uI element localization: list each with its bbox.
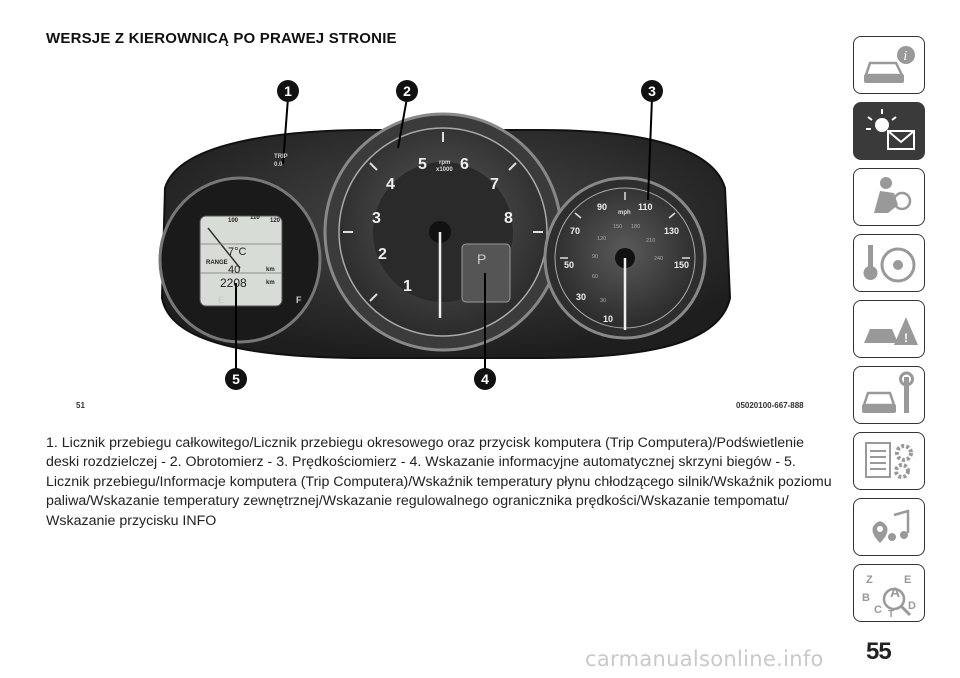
callout-4: 4 [474,368,496,390]
kmh-tick-90: 90 [592,254,599,260]
tab-technical-specs[interactable] [853,432,925,490]
car-wrench-icon [860,371,920,421]
tab-emergency[interactable] [853,300,925,358]
kmh-tick-150: 150 [613,224,623,230]
mph-tick-50: 50 [564,260,575,270]
tacho-digit-8: 8 [504,210,513,227]
multimedia-icon [860,503,920,553]
mph-tick-90: 90 [597,202,608,212]
range-label: RANGE [206,260,228,266]
temp-tick-120: 120 [270,218,281,224]
temp-tick-100: 100 [228,218,239,224]
specs-gears-icon [860,437,920,487]
index-letter-c: C [874,604,882,616]
speedo-unit: mph [618,210,631,216]
gear-indicator: P [477,251,487,267]
ambient-temp-readout: 7°C [228,246,247,258]
kmh-tick-210: 210 [646,238,656,244]
figure-code-left: 51 [76,401,85,410]
index-letter-b: B [862,592,870,604]
range-unit: km [266,267,275,273]
tab-index[interactable] [853,564,925,622]
index-letter-a: A [890,584,901,600]
tacho-digit-7: 7 [490,176,499,193]
tacho-digit-3: 3 [372,210,381,227]
mph-tick-150: 150 [674,260,690,270]
key-steering-wheel-icon [860,239,920,289]
tab-safety[interactable] [853,168,925,226]
odometer-unit: km [266,280,275,286]
index-letter-t: T [888,609,895,619]
svg-text:i: i [903,49,908,63]
temp-tick-110: 110 [250,215,260,221]
trip-label: TRIP [274,154,288,160]
kmh-tick-180: 180 [631,224,641,230]
car-info-icon [860,41,920,91]
tab-car-info[interactable] [853,36,925,94]
tacho-digit-6: 6 [460,156,469,173]
tacho-digit-5: 5 [418,156,427,173]
index-letters-icon [860,569,920,619]
watermark: carmanualsonline.info [585,647,824,671]
figure-caption: 1. Licznik przebiegu całkowitego/Licznik przebiegu okresowego oraz przycisk komputera (Trip Computera)/Podświetlenie deski rozdzielczej - 2. Obrotomierz - 3. Prędkościomierz - 4. Wskazanie informacyjne automatycznej skrzyni biegów - 5. Licznik przebiegu/Informacje komputera (Trip Computera)/Wskaźnik temperatury płynu chłodzącego silnik/Wskaźnik poziomu paliwa/Wskazanie temperatury zewnętrznej/Wskazanie regulowalnego ogranicznika prędkości/Wskazanie tempomatu/ Wskazanie przycisku INFO [46,435,832,529]
index-letter-e: E [904,574,912,586]
tab-warning-lights[interactable] [853,102,925,160]
figure-code-right: 05020100-667-888 [736,401,804,410]
page-heading: WERSJE Z KIEROWNICĄ PO PRAWEJ STRONIE [46,30,397,47]
trip-sub: 0.0 [274,162,283,168]
range-value: 40 [228,264,241,276]
kmh-tick-30: 30 [600,298,607,304]
mph-tick-30: 30 [576,292,587,302]
page-number: 55 [866,638,891,665]
mph-tick-110: 110 [638,202,653,212]
tacho-unit: rpm [439,160,451,166]
tab-starting-driving[interactable] [853,234,925,292]
instrument-cluster-figure [70,68,830,413]
kmh-tick-60: 60 [592,274,599,280]
index-letter-z: Z [866,574,873,586]
airbag-seat-icon [860,173,920,223]
tacho-digit-4: 4 [386,176,395,193]
kmh-tick-240: 240 [654,256,664,262]
callout-3: 3 [641,80,663,102]
mph-tick-10: 10 [603,314,614,324]
callout-2: 2 [396,80,418,102]
index-letter-d: D [908,600,916,612]
tacho-digit-2: 2 [378,246,387,263]
tacho-digit-1: 1 [403,278,412,295]
fuel-empty-mark: E [218,295,225,305]
tab-maintenance[interactable] [853,366,925,424]
svg-text:!: ! [904,331,908,345]
cluster-illustration [70,68,830,413]
callout-1: 1 [277,80,299,102]
callout-5: 5 [225,368,247,390]
tacho-unit-multiplier: x1000 [436,167,453,173]
fuel-full-mark: F [296,295,302,305]
kmh-tick-120: 120 [597,236,607,242]
breakdown-warning-triangle-icon [860,305,920,355]
odometer-value: 2208 [220,276,247,290]
mph-tick-70: 70 [570,226,581,236]
mph-tick-130: 130 [664,226,680,236]
warning-light-envelope-icon [860,107,920,157]
tab-multimedia[interactable] [853,498,925,556]
